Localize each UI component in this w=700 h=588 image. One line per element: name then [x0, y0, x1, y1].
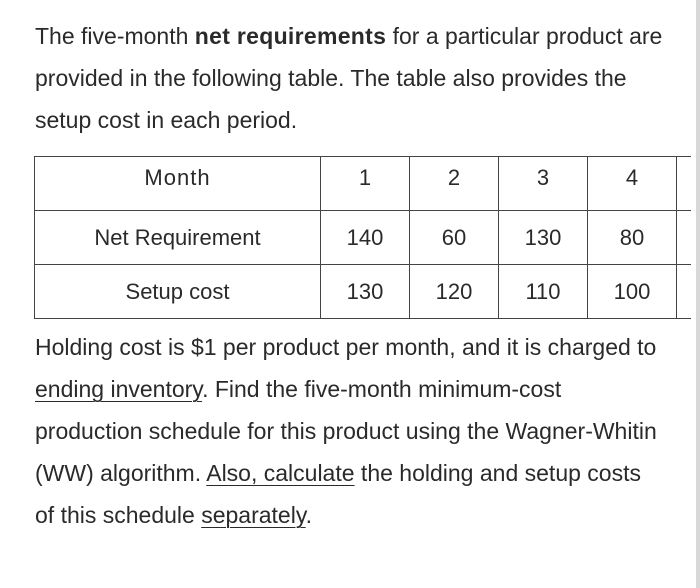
table-cell: 130: [499, 211, 588, 265]
table-cell: 110: [499, 265, 588, 319]
month-number: 3: [536, 164, 550, 190]
month-number: 2: [447, 164, 461, 190]
truncated-cell: [677, 211, 692, 265]
header-label-cell: [35, 157, 321, 211]
table-cell: 120: [410, 265, 499, 319]
question-text: Holding cost is $1 per product per month, and it is charged to: [35, 334, 657, 360]
separately-link[interactable]: separately: [201, 502, 306, 528]
table-cell: 60: [410, 211, 499, 265]
ending-inventory-link[interactable]: ending inventory: [35, 376, 203, 402]
scrollbar[interactable]: [696, 0, 700, 588]
question-text: .: [305, 502, 313, 528]
also-calculate-link[interactable]: Also, calculate: [206, 460, 355, 486]
table-cell: 100: [588, 265, 677, 319]
header-cell: [499, 157, 588, 211]
question-text: . Find the five-month minimum-cost production schedule for this product using the Wagner-Whitin (WW) algorithm.: [35, 376, 657, 486]
month-number: 4: [625, 164, 639, 190]
table-cell: 130: [321, 265, 410, 319]
month-header: Month: [144, 164, 211, 190]
intro-paragraph: [35, 15, 675, 141]
table-header-row: [35, 157, 692, 211]
table-row: [35, 211, 692, 265]
header-cell: [588, 157, 677, 211]
intro-prefix: The five-month: [35, 23, 195, 49]
table-row: [35, 265, 692, 319]
intro-bold-term: net requirements: [194, 23, 387, 49]
month-number: 1: [358, 164, 372, 190]
header-cell: [321, 157, 410, 211]
intro-suffix: for a particular product are provided in the following table. The table also provides the setup cost in each period.: [35, 23, 663, 133]
question-text: the holding and setup costs of this schedule: [35, 460, 641, 528]
header-cell: [410, 157, 499, 211]
table-cell: 140: [321, 211, 410, 265]
row-label: Setup cost: [35, 265, 321, 319]
truncated-cell: [677, 157, 692, 211]
question-paragraph: [35, 326, 665, 536]
truncated-cell: [677, 265, 692, 319]
row-label: Net Requirement: [35, 211, 321, 265]
table-cell: 80: [588, 211, 677, 265]
requirements-table: [34, 156, 691, 319]
